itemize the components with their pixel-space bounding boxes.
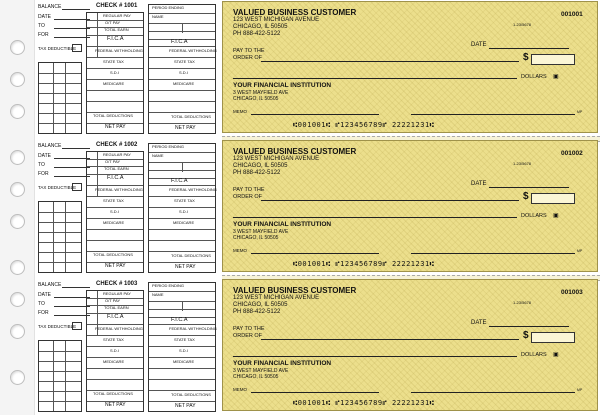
memo-line[interactable] xyxy=(251,114,379,115)
memo-line[interactable] xyxy=(251,392,379,393)
check-panel-3 xyxy=(34,278,600,414)
tax-deductible-box[interactable] xyxy=(72,322,82,330)
amount-box[interactable] xyxy=(531,193,575,204)
company-name: VALUED BUSINESS CUSTOMER xyxy=(233,147,357,156)
bank-name: YOUR FINANCIAL INSTITUTION xyxy=(233,360,332,367)
check-panel-2 xyxy=(34,139,600,275)
check-stub xyxy=(34,0,218,136)
signature-line[interactable] xyxy=(411,392,575,393)
amount-words-line[interactable] xyxy=(233,217,517,218)
check-stub: BALANCE CHECK # 1002 DATE TO FOR TAX DEDUCTIBLE REGULAR PAY O/T PAY TOTAL EARN F.I.C.A FEDERAL WITHHOLDING STATE TAX S.D.I MEDICARE TOTAL DEDUCTIONS NET PAY PERIOD ENDING NAME F.I.C.A FEDERAL WITHHOLDING STATE TAX S.D.I MEDICARE TOTAL DEDUCTIONS NET PAY xyxy=(34,139,218,275)
stub-check-number: CHECK # 1001 xyxy=(96,3,138,9)
check-stub: BALANCE CHECK # 1003 DATE TO FOR TAX DEDUCTIBLE REGULAR PAY O/T PAY TOTAL EARN F.I.C.A FEDERAL WITHHOLDING STATE TAX S.D.I MEDICARE TOTAL DEDUCTIONS NET PAY PERIOD ENDING NAME F.I.C.A FEDERAL WITHHOLDING STATE TAX S.D.I MEDICARE TOTAL DEDUCTIONS NET PAY xyxy=(34,278,218,414)
binder-hole xyxy=(10,260,25,275)
bank-name: YOUR FINANCIAL INSTITUTION xyxy=(233,82,332,89)
company-name: VALUED BUSINESS CUSTOMER xyxy=(233,8,357,17)
tax-deductible-box[interactable] xyxy=(72,44,82,52)
micr-line: ⑆001001⑆ ⑈123456789⑈ 22221231⑆ xyxy=(293,260,435,268)
binder-hole xyxy=(10,214,25,229)
tax-deductible-box[interactable] xyxy=(72,183,82,191)
lock-icon: ▣ xyxy=(553,213,559,219)
amount-box[interactable] xyxy=(531,332,575,343)
check-number: 001002 xyxy=(561,150,583,157)
deposit-grid xyxy=(38,201,82,273)
date-line[interactable] xyxy=(489,48,569,49)
earnings-grid: REGULAR PAY O/T PAY TOTAL EARN F.I.C.A FEDERAL WITHHOLDING STATE TAX S.D.I MEDICARE TOTAL DEDUCTIONS NET PAY xyxy=(86,151,144,273)
check-body: VALUED BUSINESS CUSTOMER 123 WEST MICHIGAN AVENUE CHICAGO, IL 50505 PH 888-422-5122 001002 1-23/5678 DATE PAY TO THE ORDER OF $ DOLLARS ▣ YOUR FINANCIAL INSTITUTION 3 WEST MAYFIELD AVE CHICAGO, IL 50505 MEMO MP ⑆001001⑆ ⑈123456789⑈ 22221231⑆ xyxy=(222,140,598,272)
deposit-grid xyxy=(38,340,82,412)
lock-icon: ▣ xyxy=(553,74,559,80)
binder-strip xyxy=(0,0,35,415)
binder-hole xyxy=(10,72,25,87)
stub-check-number: CHECK # 1003 xyxy=(96,281,138,287)
check-body: VALUED BUSINESS CUSTOMER 123 WEST MICHIGAN AVENUE CHICAGO, IL 50505 PH 888-422-5122 001003 1-23/5678 DATE PAY TO THE ORDER OF $ DOLLARS ▣ YOUR FINANCIAL INSTITUTION 3 WEST MAYFIELD AVE CHICAGO, IL 50505 MEMO MP ⑆001001⑆ ⑈123456789⑈ 22221231⑆ xyxy=(222,279,598,411)
amount-words-line[interactable] xyxy=(233,78,517,79)
check-panel-1 xyxy=(34,0,600,136)
payroll-grid: PERIOD ENDING NAME F.I.C.A FEDERAL WITHHOLDING STATE TAX S.D.I MEDICARE TOTAL DEDUCTIONS NET PAY xyxy=(148,143,216,273)
signature-line[interactable] xyxy=(411,253,575,254)
routing-fraction: 1-23/5678 xyxy=(513,22,532,27)
binder-hole xyxy=(10,40,25,55)
micr-line: ⑆001001⑆ ⑈123456789⑈ 22221231⑆ xyxy=(293,399,435,407)
check-body: VALUED BUSINESS CUSTOMER 123 WEST MICHIGAN AVENUE CHICAGO, IL 50505 PH 888-422-5122 001001 1-23/5678 DATE PAY TO THE ORDER OF $ DOLLARS ▣ YOUR FINANCIAL INSTITUTION 3 WEST MAYFIELD AVE CHICAGO, IL 50505 MEMO MP ⑆001001⑆ ⑈123456789⑈ 22221231⑆ xyxy=(222,1,598,133)
binder-hole xyxy=(10,150,25,165)
date-line[interactable] xyxy=(489,187,569,188)
signature-line[interactable] xyxy=(411,114,575,115)
check-number: 001001 xyxy=(561,11,583,18)
check-number: 001003 xyxy=(561,289,583,296)
binder-hole xyxy=(10,182,25,197)
stub-for-label: FOR xyxy=(38,32,49,38)
date-line[interactable] xyxy=(489,326,569,327)
stub-date-label: DATE xyxy=(38,14,51,20)
payroll-grid: PERIOD ENDING NAME F.I.C.A FEDERAL WITHHOLDING STATE TAX S.D.I MEDICARE TOTAL DEDUCTIONS NET PAY xyxy=(148,282,216,412)
earnings-grid: REGULAR PAY O/T PAY TOTAL EARN F.I.C.A FEDERAL WITHHOLDING STATE TAX S.D.I MEDICARE TOTAL DEDUCTIONS NET PAY xyxy=(86,290,144,412)
binder-hole xyxy=(10,370,25,385)
lock-icon: ▣ xyxy=(553,352,559,358)
amount-words-line[interactable] xyxy=(233,356,517,357)
deposit-grid xyxy=(38,62,82,134)
amount-box[interactable] xyxy=(531,54,575,65)
company-name: VALUED BUSINESS CUSTOMER xyxy=(233,286,357,295)
binder-hole xyxy=(10,324,25,339)
payee-line[interactable] xyxy=(261,339,519,340)
binder-hole xyxy=(10,292,25,307)
memo-line[interactable] xyxy=(251,253,379,254)
payee-line[interactable] xyxy=(261,200,519,201)
earnings-grid: REGULAR PAY O/T PAY TOTAL EARN F.I.C.A FEDERAL WITHHOLDING STATE TAX S.D.I MEDICARE TOTAL DEDUCTIONS NET PAY xyxy=(86,12,144,134)
tax-deductible-label: TAX DEDUCTIBLE xyxy=(38,46,77,51)
stub-to-label: TO xyxy=(38,23,45,29)
payee-line[interactable] xyxy=(261,61,519,62)
micr-line: ⑆001001⑆ ⑈123456789⑈ 22221231⑆ xyxy=(293,121,435,129)
stub-balance-label: BALANCE xyxy=(38,4,62,10)
stub-check-number: CHECK # 1002 xyxy=(96,142,138,148)
binder-hole xyxy=(10,104,25,119)
payroll-grid: PERIOD ENDING NAME F.I.C.A FEDERAL WITHHOLDING STATE TAX S.D.I MEDICARE TOTAL DEDUCTIONS NET PAY xyxy=(148,4,216,134)
bank-name: YOUR FINANCIAL INSTITUTION xyxy=(233,221,332,228)
